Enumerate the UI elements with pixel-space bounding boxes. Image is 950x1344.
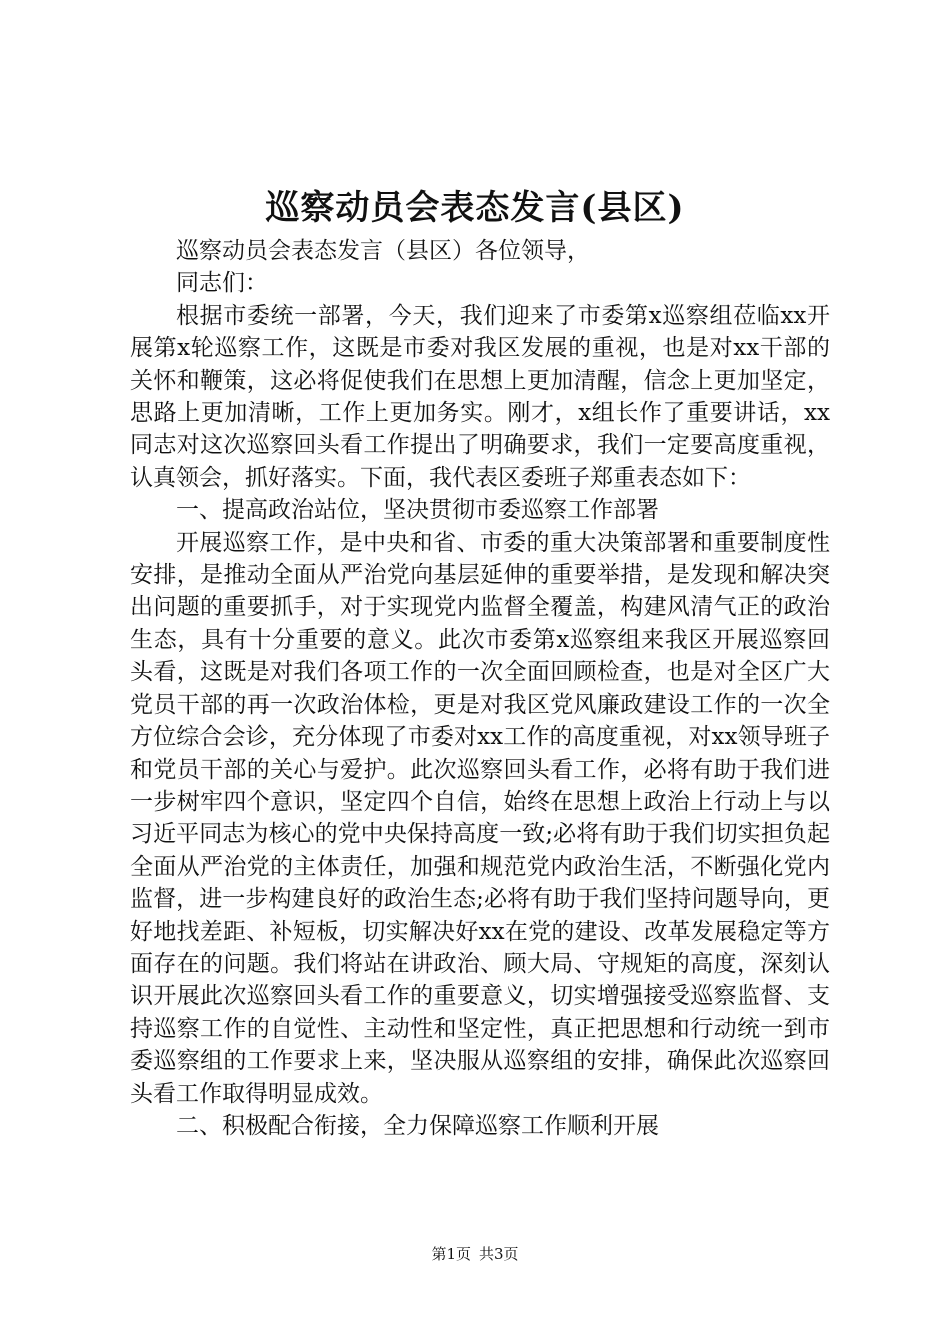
- document-body: [130, 235, 830, 1142]
- salutation-line: 同志们：: [176, 270, 268, 297]
- page-number: 第1页: [431, 1245, 471, 1263]
- greeting-line: 巡察动员会表态发言（县区）各位领导，: [176, 238, 590, 264]
- document-title: 巡察动员会表态发言(县区): [265, 188, 685, 228]
- page-total: 共3页: [479, 1245, 519, 1263]
- section-heading-1: 一、提高政治站位，坚决贯彻市委巡察工作部署: [176, 497, 659, 524]
- intro-paragraph: 根据市委统一部署，今天，我们迎来了市委第x巡察组莅临xx开展第x轮巡察工作，这既是市委对我区发展的重视，也是对xx干部的关怀和鞭策，这必将促使我们在思想上更加清醒，信念上更加坚定，思路上更加清晰，工作上更加务实。刚才，x组长作了重要讲话，xx同志对这次巡察回头看工作提出了明确要求，我们一定要高度重视，认真领会，抓好落实。下面，我代表区委班子郑重表态如下：: [130, 302, 830, 491]
- section-heading-2: 二、积极配合衔接，全力保障巡察工作顺利开展: [176, 1112, 659, 1139]
- section-paragraph-1: 开展巡察工作，是中央和省、市委的重大决策部署和重要制度性安排，是推动全面从严治党向基层延伸的重要举措，是发现和解决突出问题的重要抓手，对于实现党内监督全覆盖，构建风清气正的政治生态，具有十分重要的意义。此次市委第x巡察组来我区开展巡察回头看，这既是对我们各项工作的一次全面回顾检查，也是对全区广大党员干部的再一次政治体检，更是对我区党风廉政建设工作的一次全方位综合会诊，充分体现了市委对xx工作的高度重视，对xx领导班子和党员干部的关心与爱护。此次巡察回头看工作，必将有助于我们进一步树牢四个意识，坚定四个自信，始终在思想上政治上行动上与以习近平同志为核心的党中央保持高度一致;必将有助于我们切实担负起全面从严治党的主体责任，加强和规范党内政治生活，不断强化党内监督，进一步构建良好的政治生态;必将有助于我们坚持问题导向，更好地找差距、补短板，切实解决好xx在党的建设、改革发展稳定等方面存在的问题。我们将站在讲政治、顾大局、守规矩的高度，深刻认识开展此次巡察回头看工作的重要意义，切实增强接受巡察监督、支持巡察工作的自觉性、主动性和坚定性，真正把思想和行动统一到市委巡察组的工作要求上来，坚决服从巡察组的安排，确保此次巡察回头看工作取得明显成效。: [130, 529, 830, 1107]
- page-footer: [0, 1243, 950, 1265]
